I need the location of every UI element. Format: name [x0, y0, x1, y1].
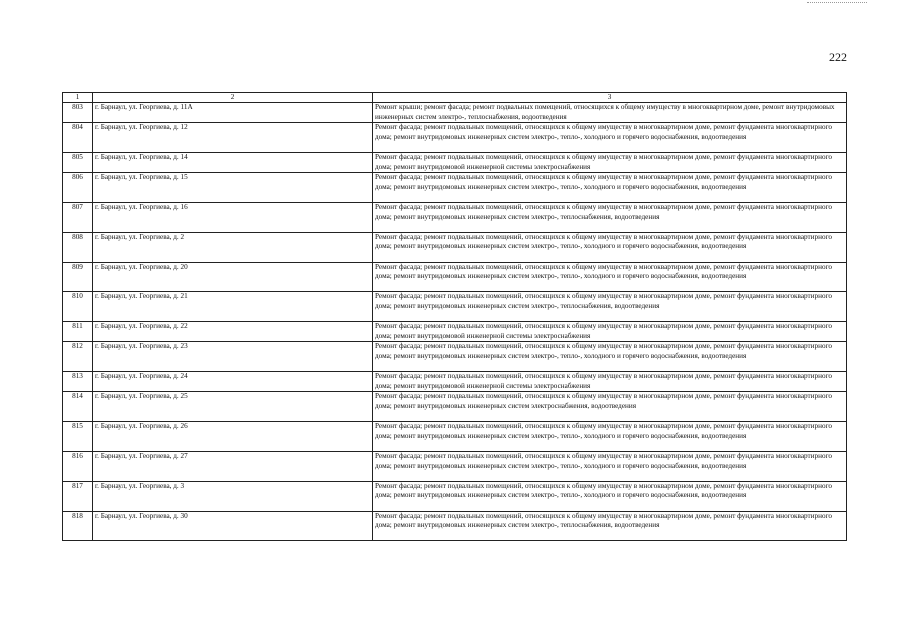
row-number: 804 — [63, 123, 93, 153]
row-number: 815 — [63, 422, 93, 452]
row-number: 813 — [63, 372, 93, 392]
table-row — [63, 123, 847, 153]
row-works: Ремонт фасада; ремонт подвальных помещений, относящихся к общему имуществу в многоквартирном доме, ремонт фундамента многоквартирного дома; ремонт внутридомовых инженерных систем электро-, теплоснабжения, водоотведения — [373, 511, 847, 541]
table-row — [63, 422, 847, 452]
row-address: г. Барнаул, ул. Георгиева, д. 22 — [93, 322, 373, 342]
table-body — [63, 103, 847, 541]
row-works: Ремонт фасада; ремонт подвальных помещений, относящихся к общему имуществу в многоквартирном доме, ремонт фундамента многоквартирного дома; ремонт внутридомовых инженерных систем электро-, тепло-, холодного и горячего водоснабжения, водоотведения — [373, 173, 847, 203]
header-col-2: 2 — [93, 93, 373, 103]
row-address: г. Барнаул, ул. Георгиева, д. 12 — [93, 123, 373, 153]
row-address: г. Барнаул, ул. Георгиева, д. 20 — [93, 262, 373, 292]
row-address: г. Барнаул, ул. Георгиева, д. 3 — [93, 481, 373, 511]
row-address: г. Барнаул, ул. Георгиева, д. 14 — [93, 152, 373, 172]
row-number: 818 — [63, 511, 93, 541]
table-row — [63, 202, 847, 232]
row-works: Ремонт фасада; ремонт подвальных помещений, относящихся к общему имуществу в многоквартирном доме, ремонт фундамента многоквартирного дома; ремонт внутридомовой инженерной системы электроснабжения — [373, 152, 847, 172]
row-number: 812 — [63, 342, 93, 372]
row-works: Ремонт фасада; ремонт подвальных помещений, относящихся к общему имуществу в многоквартирном доме, ремонт фундамента многоквартирного дома; ремонт внутридомовых инженерных систем электро-, тепло-, холодного и горячего водоснабжения, водоотведения — [373, 262, 847, 292]
row-address: г. Барнаул, ул. Георгиева, д. 24 — [93, 372, 373, 392]
row-number: 810 — [63, 292, 93, 322]
row-number: 805 — [63, 152, 93, 172]
row-number: 806 — [63, 173, 93, 203]
table-row — [63, 152, 847, 172]
row-works: Ремонт фасада; ремонт подвальных помещений, относящихся к общему имуществу в многоквартирном доме, ремонт фундамента многоквартирного дома; ремонт внутридомовых инженерных систем электроснабжения, водоотведения — [373, 392, 847, 422]
table-row — [63, 392, 847, 422]
row-address: г. Барнаул, ул. Георгиева, д. 16 — [93, 202, 373, 232]
row-number: 814 — [63, 392, 93, 422]
row-works: Ремонт фасада; ремонт подвальных помещений, относящихся к общему имуществу в многоквартирном доме, ремонт фундамента многоквартирного дома; ремонт внутридомовой инженерной системы электроснабжения — [373, 322, 847, 342]
table-row — [63, 322, 847, 342]
row-number: 803 — [63, 103, 93, 123]
row-number: 811 — [63, 322, 93, 342]
row-address: г. Барнаул, ул. Георгиева, д. 25 — [93, 392, 373, 422]
row-number: 817 — [63, 481, 93, 511]
row-address: г. Барнаул, ул. Георгиева, д. 27 — [93, 451, 373, 481]
table-row — [63, 372, 847, 392]
table-row — [63, 481, 847, 511]
row-works: Ремонт фасада; ремонт подвальных помещений, относящихся к общему имуществу в многоквартирном доме, ремонт фундамента многоквартирного дома; ремонт внутридомовых инженерных систем электро-, теплоснабжения, водоотведения — [373, 292, 847, 322]
row-number: 808 — [63, 232, 93, 262]
header-col-3: 3 — [373, 93, 847, 103]
row-works: Ремонт крыши; ремонт фасада; ремонт подвальных помещений, относящихся к общему имуществу в многоквартирном доме, ремонт внутридомовых инженерных систем электро-, теплоснабжения, водоотведения — [373, 103, 847, 123]
row-works: Ремонт фасада; ремонт подвальных помещений, относящихся к общему имуществу в многоквартирном доме, ремонт фундамента многоквартирного дома; ремонт внутридомовых инженерных систем электро-, теплоснабжения, водоотведения — [373, 202, 847, 232]
table-row — [63, 342, 847, 372]
row-address: г. Барнаул, ул. Георгиева, д. 26 — [93, 422, 373, 452]
table-row — [63, 511, 847, 541]
page-number: 222 — [829, 50, 847, 64]
row-works: Ремонт фасада; ремонт подвальных помещений, относящихся к общему имуществу в многоквартирном доме, ремонт фундамента многоквартирного дома; ремонт внутридомовых инженерных систем электро-, тепло-, холодного и горячего водоснабжения, водоотведения — [373, 481, 847, 511]
row-works: Ремонт фасада; ремонт подвальных помещений, относящихся к общему имуществу в многоквартирном доме, ремонт фундамента многоквартирного дома; ремонт внутридомовых инженерных систем электро-, тепло-, холодного и горячего водоснабжения, водоотведения — [373, 123, 847, 153]
row-number: 809 — [63, 262, 93, 292]
row-works: Ремонт фасада; ремонт подвальных помещений, относящихся к общему имуществу в многоквартирном доме, ремонт фундамента многоквартирного дома; ремонт внутридомовых инженерных систем электро-, тепло-, холодного и горячего водоснабжения, водоотведения — [373, 342, 847, 372]
table-row — [63, 292, 847, 322]
registry-table — [62, 92, 847, 541]
row-works: Ремонт фасада; ремонт подвальных помещений, относящихся к общему имуществу в многоквартирном доме, ремонт фундамента многоквартирного дома; ремонт внутридомовых инженерных систем электро-, тепло-, холодного и горячего водоснабжения, водоотведения — [373, 422, 847, 452]
row-address: г. Барнаул, ул. Георгиева, д. 11А — [93, 103, 373, 123]
table-row — [63, 173, 847, 203]
row-works: Ремонт фасада; ремонт подвальных помещений, относящихся к общему имуществу в многоквартирном доме, ремонт фундамента многоквартирного дома; ремонт внутридомовых инженерных систем электро-, тепло-, холодного и горячего водоснабжения, водоотведения — [373, 232, 847, 262]
row-address: г. Барнаул, ул. Георгиева, д. 21 — [93, 292, 373, 322]
row-address: г. Барнаул, ул. Георгиева, д. 23 — [93, 342, 373, 372]
table-row — [63, 451, 847, 481]
row-address: г. Барнаул, ул. Георгиева, д. 15 — [93, 173, 373, 203]
row-number: 816 — [63, 451, 93, 481]
row-address: г. Барнаул, ул. Георгиева, д. 30 — [93, 511, 373, 541]
header-col-1: 1 — [63, 93, 93, 103]
table-row — [63, 103, 847, 123]
row-works: Ремонт фасада; ремонт подвальных помещений, относящихся к общему имуществу в многоквартирном доме, ремонт фундамента многоквартирного дома; ремонт внутридомовой инженерной системы электроснабжения — [373, 372, 847, 392]
row-number: 807 — [63, 202, 93, 232]
table-row — [63, 232, 847, 262]
row-address: г. Барнаул, ул. Георгиева, д. 2 — [93, 232, 373, 262]
table-row — [63, 262, 847, 292]
table-header-row — [63, 93, 847, 103]
top-rule — [807, 2, 867, 3]
row-works: Ремонт фасада; ремонт подвальных помещений, относящихся к общему имуществу в многоквартирном доме, ремонт фундамента многоквартирного дома; ремонт внутридомовых инженерных систем электро-, тепло-, холодного и горячего водоснабжения, водоотведения — [373, 451, 847, 481]
